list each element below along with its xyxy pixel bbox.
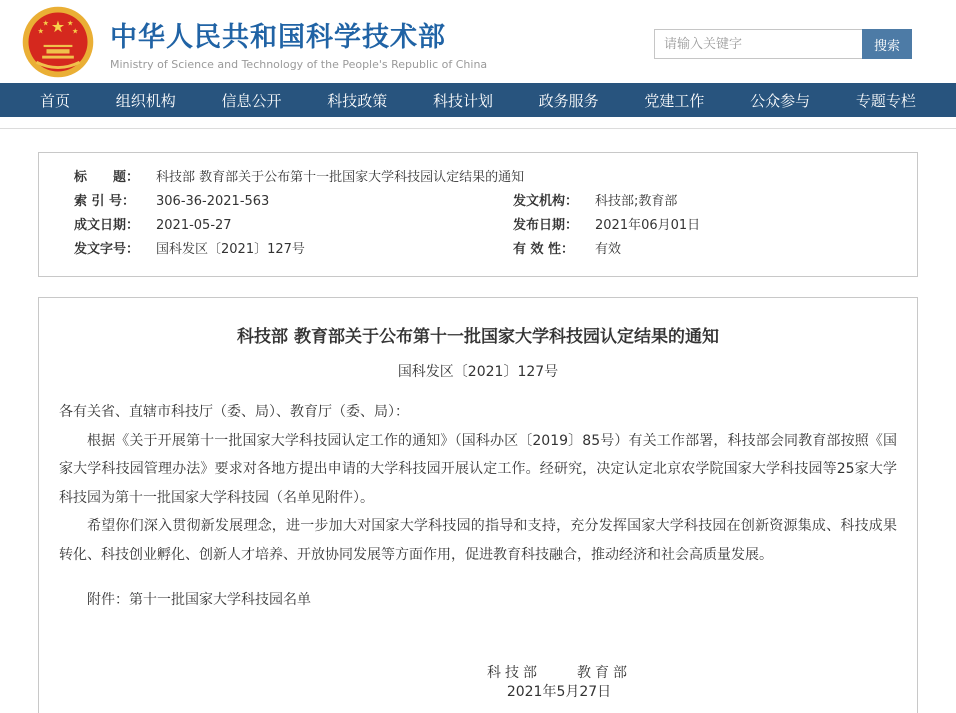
svg-text:★: ★ xyxy=(42,18,49,28)
svg-text:★: ★ xyxy=(50,16,66,36)
document-body xyxy=(38,297,918,713)
nav-item-party-building[interactable]: 党建工作 xyxy=(644,91,705,110)
main-nav xyxy=(0,83,956,117)
national-emblem-icon xyxy=(18,6,98,82)
site-header xyxy=(0,0,956,83)
meta-index-value: 306-36-2021-563 xyxy=(156,194,270,209)
svg-text:★: ★ xyxy=(72,26,79,36)
nav-item-organization[interactable]: 组织机构 xyxy=(115,91,176,110)
search-button[interactable]: 搜索 xyxy=(862,29,912,59)
nav-item-gov-services[interactable]: 政务服务 xyxy=(538,91,599,110)
paragraph-2: 希望你们深入贯彻新发展理念，进一步加大对国家大学科技园的指导和支持，充分发挥国家大学科技园在创新资源集成、科技成果转化、科技创业孵化、创新人才培养、开放协同发展等方面作用，促进教育科技融合，推动经济和社会高质量发展。 xyxy=(59,518,897,563)
document-number: 国科发区〔2021〕127号 xyxy=(397,364,559,380)
paragraph-1: 根据《关于开展第十一批国家大学科技园认定工作的通知》（国科办区〔2019〕85号）有关工作部署，科技部会同教育部按照《国家大学科技园管理办法》要求对各地方提出申请的大学科技园开展认定工作。经研究，决定认定北京农学院国家大学科技园等25家大学科技园为第十一批国家大学科技园（名单见附件）。 xyxy=(59,432,897,506)
attachment-line: 附件：第十一批国家大学科技园名单 xyxy=(87,592,311,608)
meta-written-date-label: 成文日期： xyxy=(74,218,140,233)
meta-issuer-value: 科技部;教育部 xyxy=(595,194,678,209)
meta-row xyxy=(39,214,917,238)
document-text xyxy=(59,398,897,569)
svg-text:★: ★ xyxy=(37,26,44,36)
meta-index-label: 索 引 号： xyxy=(74,194,136,209)
signature-agencies: 科技部 教育部 xyxy=(487,665,631,681)
meta-row xyxy=(39,190,917,214)
brand-block xyxy=(110,15,487,71)
document-title: 科技部 教育部关于公布第十一批国家大学科技园认定结果的通知 xyxy=(237,327,719,347)
nav-item-special-topics[interactable]: 专题专栏 xyxy=(855,91,916,110)
search-box xyxy=(654,29,912,59)
meta-title-value: 科技部 教育部关于公布第十一批国家大学科技园认定结果的通知 xyxy=(156,170,525,185)
meta-issuer-label: 发文机构： xyxy=(513,194,579,209)
search-input[interactable] xyxy=(654,29,862,59)
svg-text:★: ★ xyxy=(67,18,74,28)
signature-block xyxy=(459,664,659,702)
meta-doc-number-value: 国科发区〔2021〕127号 xyxy=(156,242,305,257)
site-title: 中华人民共和国科学技术部 xyxy=(110,22,446,53)
meta-written-date-value: 2021-05-27 xyxy=(156,218,232,233)
nav-item-public-participation[interactable]: 公众参与 xyxy=(750,91,811,110)
meta-row-title xyxy=(39,166,917,190)
header-divider xyxy=(0,128,956,129)
meta-publish-date-label: 发布日期： xyxy=(513,218,579,233)
salutation: 各有关省、直辖市科技厅（委、局）、教育厅（委、局）： xyxy=(59,404,409,420)
meta-validity-label: 有 效 性： xyxy=(513,242,575,257)
nav-item-sci-tech-programs[interactable]: 科技计划 xyxy=(432,91,493,110)
signature-date: 2021年5月27日 xyxy=(506,684,612,700)
meta-publish-date-value: 2021年06月01日 xyxy=(595,218,701,233)
site-subtitle: Ministry of Science and Technology of the People's Republic of China xyxy=(110,58,488,71)
meta-row xyxy=(39,238,917,262)
nav-item-info-disclosure[interactable]: 信息公开 xyxy=(221,91,282,110)
meta-validity-value: 有效 xyxy=(595,242,622,257)
meta-doc-number-label: 发文字号： xyxy=(74,242,140,257)
document-meta-box xyxy=(38,152,918,277)
nav-item-home[interactable]: 首页 xyxy=(40,91,71,110)
nav-item-sci-tech-policy[interactable]: 科技政策 xyxy=(327,91,388,110)
meta-title-label: 标 题： xyxy=(74,170,140,185)
